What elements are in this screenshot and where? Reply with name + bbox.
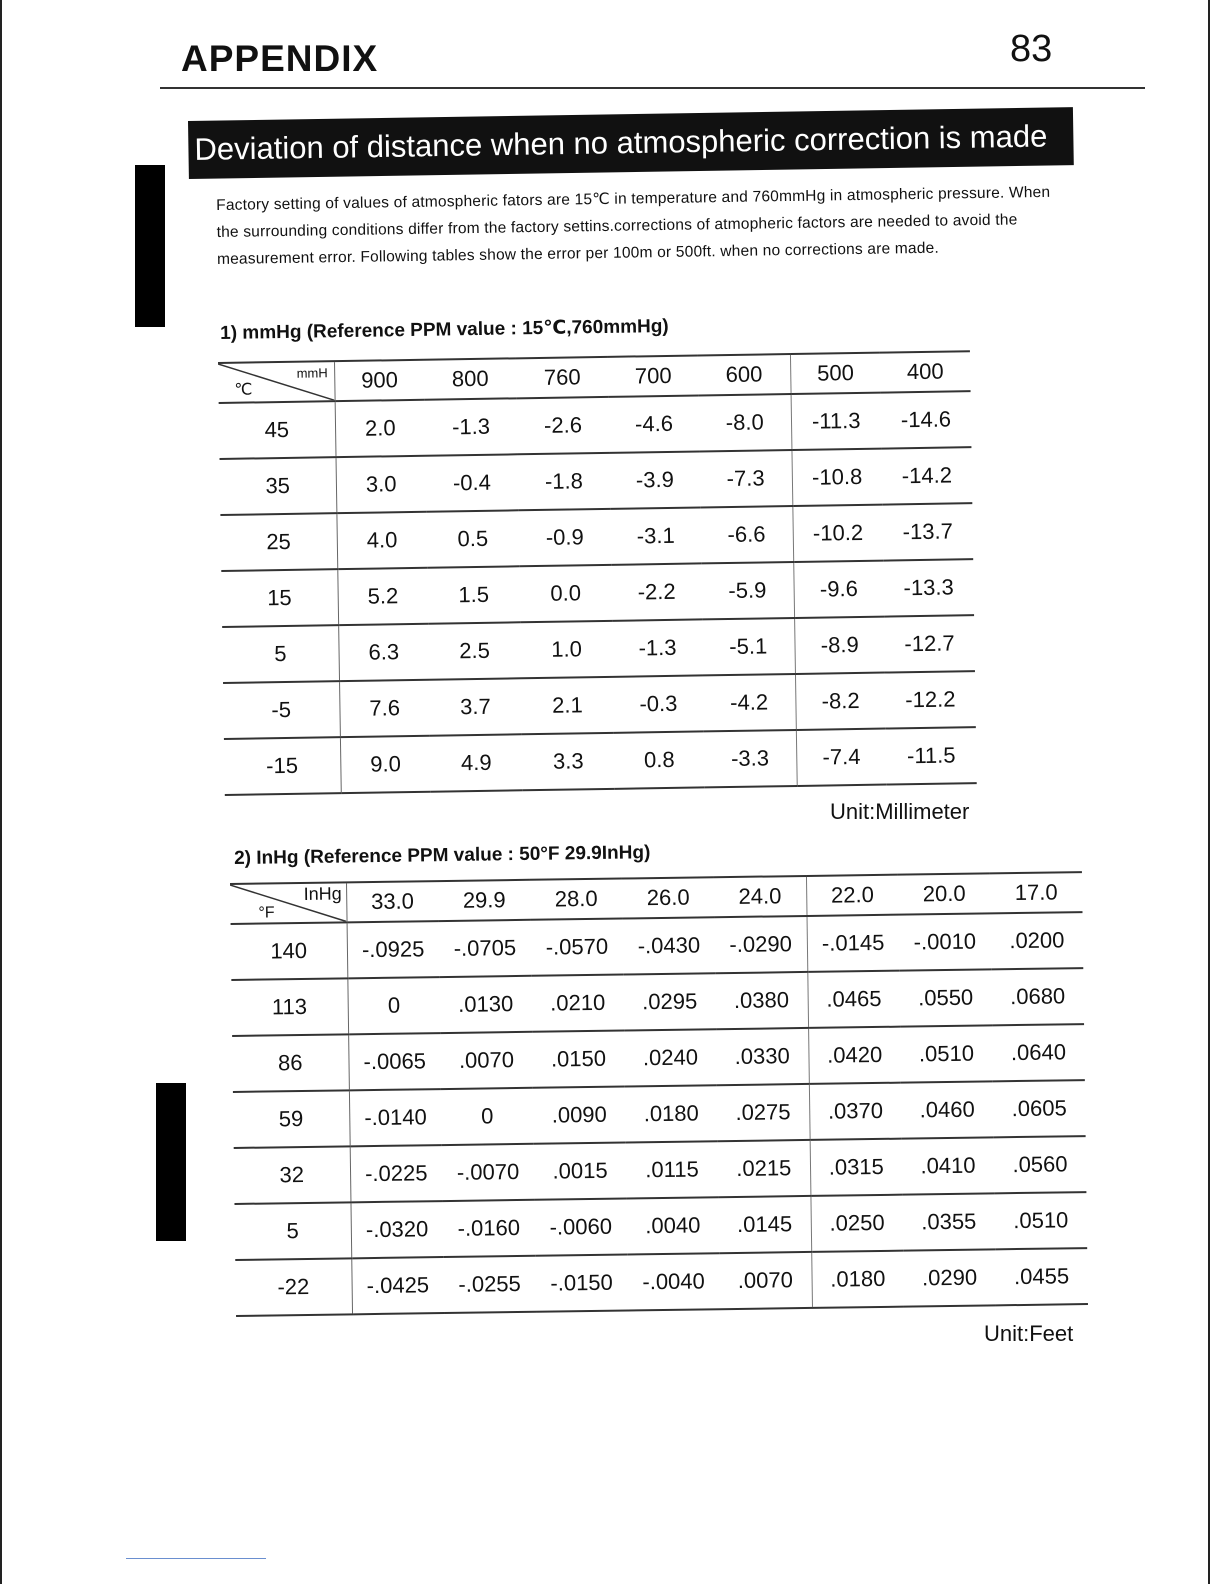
table-cell: 2.5 bbox=[428, 622, 521, 679]
table-cell: -.0425 bbox=[351, 1257, 444, 1314]
table-cell: .0115 bbox=[626, 1141, 719, 1198]
table-cell: .0640 bbox=[992, 1024, 1085, 1081]
table-cell: .0295 bbox=[623, 973, 716, 1030]
row-label: 140 bbox=[231, 922, 348, 980]
table-corner-cell bbox=[218, 361, 335, 403]
table-cell: .0250 bbox=[810, 1195, 903, 1252]
column-header: 760 bbox=[516, 357, 609, 398]
table-cell: .0145 bbox=[718, 1196, 811, 1253]
row-label: 35 bbox=[220, 457, 337, 515]
table1-title: 1) mmHg (Reference PPM value : 15℃,760mmHg) bbox=[220, 315, 669, 344]
row-label: -5 bbox=[223, 681, 340, 739]
table-cell: 3.7 bbox=[429, 678, 522, 735]
table-cell: -13.7 bbox=[882, 503, 973, 560]
table-cell: -.0225 bbox=[350, 1145, 443, 1202]
table-cell: -14.6 bbox=[881, 391, 972, 448]
table-cell: -6.6 bbox=[700, 506, 793, 563]
table-cell: -0.9 bbox=[518, 509, 611, 566]
table-cell: -.0010 bbox=[899, 913, 992, 970]
row-label: 15 bbox=[221, 569, 338, 627]
table-cell: -12.2 bbox=[885, 671, 976, 728]
header-divider bbox=[160, 87, 1145, 89]
table-cell: .0180 bbox=[811, 1251, 904, 1308]
corner-column-unit: InHg bbox=[303, 883, 342, 904]
table-cell: -0.4 bbox=[425, 454, 518, 511]
table-cell: -10.2 bbox=[792, 505, 883, 562]
table-cell: -2.2 bbox=[611, 563, 702, 620]
table-cell: -.0040 bbox=[627, 1253, 720, 1310]
row-label: -15 bbox=[224, 737, 341, 795]
table-cell: -10.8 bbox=[791, 449, 882, 506]
table-cell: 6.3 bbox=[338, 624, 429, 681]
row-label: 113 bbox=[231, 978, 348, 1036]
page-edge-line bbox=[126, 1558, 266, 1559]
table-cell: .0150 bbox=[532, 1031, 625, 1088]
row-label: 25 bbox=[220, 513, 337, 571]
table-cell: .0240 bbox=[624, 1029, 717, 1086]
table-cell: -8.0 bbox=[699, 394, 792, 451]
table-cell: 2.0 bbox=[335, 400, 426, 457]
table1-unit: Unit:Millimeter bbox=[830, 799, 970, 824]
table-cell: .0040 bbox=[626, 1197, 719, 1254]
table-cell: -.0705 bbox=[439, 920, 532, 977]
table-cell: .0465 bbox=[807, 971, 900, 1028]
table2-title: 2) InHg (Reference PPM value : 50°F 29.9InHg) bbox=[234, 842, 651, 869]
table-cell: -7.3 bbox=[699, 450, 792, 507]
table-cell: -.0060 bbox=[534, 1198, 627, 1255]
table-cell: .0380 bbox=[715, 972, 808, 1029]
table-cell: 3.0 bbox=[336, 456, 427, 513]
table-cell: -.0150 bbox=[535, 1254, 628, 1311]
row-label: 86 bbox=[232, 1034, 349, 1092]
table-cell: .0290 bbox=[903, 1249, 996, 1306]
table-cell: -.0320 bbox=[350, 1201, 443, 1258]
table-cell: 0.8 bbox=[614, 731, 705, 788]
table-cell: .0015 bbox=[534, 1143, 627, 1200]
table-cell: .0180 bbox=[625, 1085, 718, 1142]
table-cell: .0355 bbox=[902, 1193, 995, 1250]
column-header: 600 bbox=[698, 354, 791, 395]
table-cell: -.0925 bbox=[347, 921, 440, 978]
table-cell: .0460 bbox=[901, 1081, 994, 1138]
column-header: 800 bbox=[424, 358, 517, 399]
table-cell: .0200 bbox=[990, 912, 1083, 969]
table-cell: .0130 bbox=[439, 976, 532, 1033]
table-cell: -.0145 bbox=[807, 915, 900, 972]
table-cell: .0070 bbox=[719, 1252, 812, 1309]
column-header: 26.0 bbox=[622, 877, 715, 918]
row-label: 5 bbox=[234, 1202, 351, 1260]
table-cell: .0420 bbox=[808, 1027, 901, 1084]
table-cell: -13.3 bbox=[883, 559, 974, 616]
section-tab-marker bbox=[135, 165, 165, 327]
row-label: 59 bbox=[233, 1090, 350, 1148]
table-cell: -8.2 bbox=[795, 673, 886, 730]
table-row bbox=[235, 1248, 1088, 1316]
table-cell: .0605 bbox=[993, 1080, 1086, 1137]
table-cell: 0.5 bbox=[426, 510, 519, 567]
table-cell: .0210 bbox=[531, 975, 624, 1032]
table2-unit: Unit:Feet bbox=[984, 1321, 1074, 1346]
table-cell: -1.8 bbox=[517, 453, 610, 510]
row-label: 32 bbox=[234, 1146, 351, 1204]
intro-paragraph: Factory setting of values of atmospheric fators are 15℃ in temperature and 760mmHg in atmospheric pressure. When the surrounding conditions differ from the factory settins.corrections of atmopheric factors are needed to avoid the measurement error. Following tables show the error per 100m or 500ft. when no corrections are made. bbox=[216, 183, 1051, 268]
row-label: 5 bbox=[222, 625, 339, 683]
table-cell: .0510 bbox=[900, 1025, 993, 1082]
row-label: 45 bbox=[219, 401, 336, 459]
table-cell: 4.0 bbox=[336, 512, 427, 569]
table-cell: 1.5 bbox=[427, 566, 520, 623]
table-cell: -.0290 bbox=[715, 916, 808, 973]
section-banner: Deviation of distance when no atmospheric correction is made bbox=[188, 107, 1074, 179]
column-header: 900 bbox=[334, 360, 425, 401]
table-cell: .0070 bbox=[440, 1032, 533, 1089]
table-cell: .0215 bbox=[718, 1140, 811, 1197]
table-cell: -.0070 bbox=[442, 1144, 535, 1201]
table-cell: .0370 bbox=[809, 1083, 902, 1140]
table-cell: -12.7 bbox=[884, 615, 975, 672]
table-cell: 4.9 bbox=[430, 734, 523, 791]
table-cell: .0315 bbox=[810, 1139, 903, 1196]
table-cell: -11.3 bbox=[791, 393, 882, 450]
table-cell: .0455 bbox=[995, 1248, 1088, 1305]
table-cell: -2.6 bbox=[517, 397, 610, 454]
column-header: 22.0 bbox=[806, 875, 899, 916]
table-cell: -.0255 bbox=[443, 1256, 536, 1313]
column-header: 17.0 bbox=[990, 872, 1083, 913]
table-cell: -11.5 bbox=[886, 727, 977, 784]
page-title: APPENDIX bbox=[181, 38, 379, 79]
row-label: -22 bbox=[235, 1258, 352, 1316]
table-cell: 9.0 bbox=[340, 736, 431, 793]
table-cell: -.0570 bbox=[531, 919, 624, 976]
table-cell: -1.3 bbox=[612, 619, 703, 676]
table-cell: -0.3 bbox=[613, 675, 704, 732]
table-cell: .0550 bbox=[899, 969, 992, 1026]
table-cell: -9.6 bbox=[793, 561, 884, 618]
table-cell: -.0140 bbox=[349, 1089, 442, 1146]
table-cell: -7.4 bbox=[796, 729, 887, 786]
column-header: 29.9 bbox=[438, 880, 531, 921]
corner-row-unit: ℃ bbox=[234, 381, 253, 399]
table-cell: .0510 bbox=[994, 1192, 1087, 1249]
column-header: 400 bbox=[880, 351, 971, 392]
table-cell: -3.3 bbox=[704, 730, 797, 787]
column-header: 28.0 bbox=[530, 879, 623, 920]
table-cell: -8.9 bbox=[794, 617, 885, 674]
table-cell: .0560 bbox=[994, 1136, 1087, 1193]
column-header: 700 bbox=[608, 355, 699, 396]
inhg-table bbox=[230, 871, 1088, 1317]
column-header: 500 bbox=[790, 353, 881, 394]
table-cell: -.0065 bbox=[348, 1033, 441, 1090]
table-cell: 0 bbox=[441, 1088, 534, 1145]
table-cell: -5.1 bbox=[702, 618, 795, 675]
table-cell: -14.2 bbox=[881, 447, 972, 504]
table-cell: .0680 bbox=[991, 968, 1084, 1025]
table-cell: 1.0 bbox=[520, 621, 613, 678]
table-cell: 0 bbox=[347, 977, 440, 1034]
mmhg-table bbox=[218, 350, 977, 796]
table-cell: -3.1 bbox=[610, 507, 701, 564]
table-cell: 5.2 bbox=[337, 568, 428, 625]
corner-row-unit: °F bbox=[258, 904, 275, 922]
table-cell: -.0430 bbox=[623, 917, 716, 974]
table-cell: 2.1 bbox=[521, 677, 614, 734]
table-cell: 3.3 bbox=[522, 733, 615, 790]
column-header: 24.0 bbox=[714, 876, 807, 917]
table-cell: .0330 bbox=[716, 1028, 809, 1085]
column-header: 33.0 bbox=[346, 881, 439, 922]
table-cell: 7.6 bbox=[339, 680, 430, 737]
table-cell: .0410 bbox=[902, 1137, 995, 1194]
section-tab-marker bbox=[156, 1083, 186, 1241]
corner-column-unit: mmH bbox=[296, 365, 328, 381]
table-cell: -5.9 bbox=[701, 562, 794, 619]
table-cell: .0275 bbox=[717, 1084, 810, 1141]
table-cell: -4.2 bbox=[703, 674, 796, 731]
table-cell: -1.3 bbox=[425, 398, 518, 455]
table-cell: .0090 bbox=[533, 1087, 626, 1144]
table-cell: -3.9 bbox=[609, 451, 700, 508]
column-header: 20.0 bbox=[898, 873, 991, 914]
page-number: 83 bbox=[1010, 28, 1053, 70]
table-corner-cell bbox=[230, 882, 347, 924]
table-row bbox=[224, 727, 977, 795]
table-cell: -4.6 bbox=[609, 395, 700, 452]
table-cell: 0.0 bbox=[519, 565, 612, 622]
table-cell: -.0160 bbox=[442, 1200, 535, 1257]
